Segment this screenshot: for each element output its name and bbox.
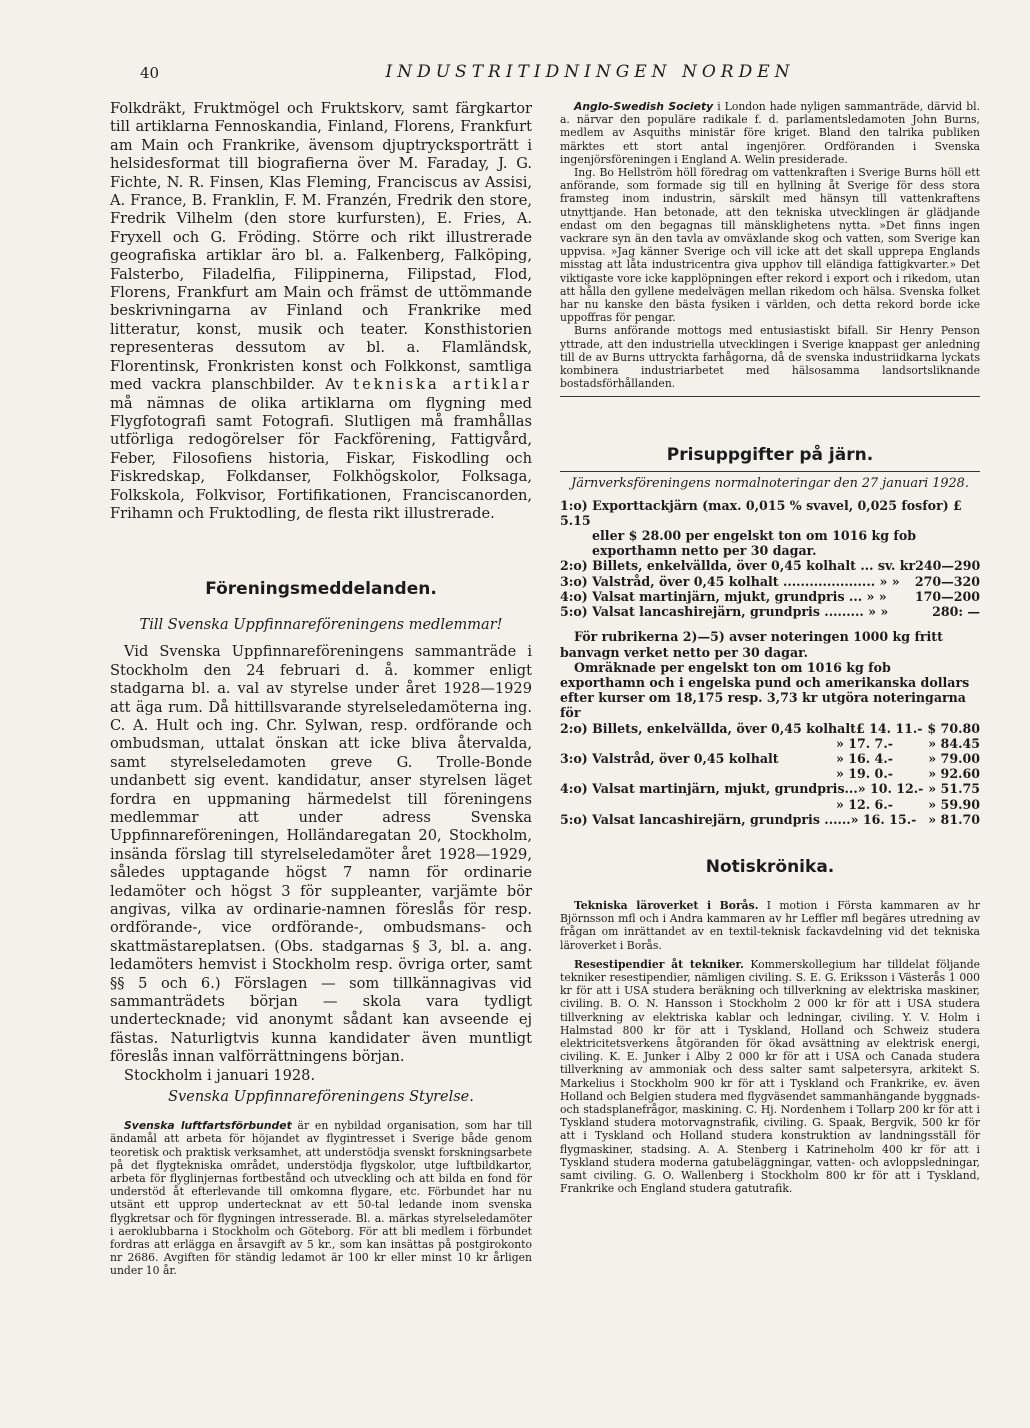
- notis-resestipendier: [560, 958, 980, 1196]
- price-row-usd: » 84.45: [928, 735, 980, 751]
- anglo-body-2: Ing. Bo Hellström höll föredrag om vattenkraften i Sverige Burns höll ett anförande, som formade sig till en hyllning åt Sverige för dess stora framsteg inom industrin, särskilt med hänsyn till vattenkraftens utnyttjande. Han betonade, att den tekniska utvecklingen är glädjande endast om den begagnas till mänsklighetens nytta. »Det finns ingen vackrare syn än den tavla av omväxlande skog och vatten, som Sverige kan uppvisa. »Jag känner Sverige och vill icke att det skall upprepa Englands misstag att låta industricentra giva upphov till eländiga fattigkvarter.» Det viktigaste vore icke kapplöpningen efter rekord i export och i rikedom, utan att hålla den gyllene medelvägen mellan rikedom och hälsa. Svenska folket har nu kanske den bästa fysiken i världen, och detta rekord borde icke uppoffras för pengar.: [560, 166, 980, 325]
- anglo-body-1: i London hade nyligen sammanträde, därvid bl. a. närvar den populäre radikale f. d. parlamentsledamoten John Burns, medlem av Asquiths ministär före kriget. Bland den talrika publiken märktes ett stort antal ingenjörer. Ordföranden i Svenska ingenjörsföreningen i England A. Welin presiderade.: [560, 100, 981, 166]
- price-row: [560, 558, 980, 573]
- price-row-label: 5:o) Valsat lancashirejärn, grundpris ......... » »: [560, 604, 889, 620]
- encyclopedia-text-av: Av: [325, 376, 344, 394]
- price-row-value: 280: —: [932, 604, 980, 620]
- price-row-gbp: » 19. 0.-: [836, 766, 893, 782]
- anglo-lead: Anglo-Swedish Society: [574, 100, 714, 113]
- encyclopedia-text: Folkdräkt, Fruktmögel och Fruktskorv, samt färgkartor till artiklarna Fennoskandia, Finland, Florens, Frankfurt am Main och Frankrike, ävensom djuptrycksporträtt i helsidesformat till biografierna över M. Faraday, J. G. Fichte, N. R. Finsen, Klas Fleming, Franciscus av Assisi, A. France, B. Franklin, F. M. Franzén, Fredrik den store, Fredrik Vilhelm (den store kurfursten), E. Fries, A. Fryxell och G. Fröding. Större och rikt illustrerade geografiska artiklar äro bl. a. Falkenberg, Falköping, Falsterbo, Filadelfia, Filippinerna, Filipstad, Flod, Florens, Frankfurt am Main och främst de uttömmande beskrivningarna av Finland och Frankrike med litteratur, konst, musik och teater. Konsthistorien representeras dessutom av bl. a. Flamländsk, Florentinsk, Fronkristen konst och Folkkonst, samtliga med vackra planschbilder.: [110, 100, 532, 394]
- section-title-notiskronika: Notiskrönika.: [705, 856, 835, 877]
- price-item-1b: eller $ 28.00 per engelskt ton om 1016 kg fob exporthamn netto per 30 dagar.: [592, 528, 917, 559]
- price-row-usd: $ 70.80: [927, 720, 980, 736]
- price-row-converted-label: 5:o) Valsat lancashirejärn, grundpris ......: [560, 811, 851, 827]
- price-row-converted-label: 3:o) Valstråd, över 0,45 kolhalt: [560, 750, 779, 766]
- price-row-converted: [560, 736, 980, 751]
- price-row-converted-label: [560, 736, 836, 751]
- price-item-1a: 1:o) Exporttackjärn (max. 0,015 % svavel, 0,025 fosfor) £ 5.15: [560, 497, 962, 528]
- running-head: [110, 62, 940, 88]
- notice-subtitle: Till Svenska Uppfinnareföreningens medlemmar!: [139, 617, 503, 634]
- price-row-usd: » 81.70: [928, 811, 980, 827]
- price-row-converted: [560, 721, 980, 736]
- right-column: [560, 100, 980, 1390]
- price-row-converted: [560, 797, 980, 812]
- price-row-gbp: £ 14. 11.-: [855, 720, 923, 736]
- notis-boras-lead: Tekniska läroverket i Borås.: [574, 898, 759, 912]
- prices-subtitle: Järnverksföreningens normalnoteringar den 27 januari 1928.: [571, 476, 969, 492]
- price-note-2: Omräknade per engelskt ton om 1016 kg fob exporthamn och i engelska pund och amerikanska dollars efter kurser om 18,175 resp. 3,73 kr utgöra noteringarna för: [560, 659, 970, 721]
- price-row-gbp: » 16. 4.-: [836, 750, 893, 766]
- price-row: [560, 574, 980, 589]
- price-table-sek: [560, 558, 980, 619]
- anglo-body-3: Burns anförande mottogs med entusiastiskt bifall. Sir Henry Penson yttrade, att den industriella utvecklingen i Sverige knappast ger anledning till de av Burns uttryckta farhågorna, då de svenska industriidkarna lyckats kombinera industriarbetet med hälsosamma landsortsliknande bostadsförhållanden.: [560, 324, 980, 391]
- price-row-converted-label: 4:o) Valsat martinjärn, mjukt, grundpris...: [560, 781, 858, 797]
- price-row-gbp: » 12. 6.-: [836, 796, 893, 812]
- price-row-usd: » 79.00: [928, 750, 980, 766]
- section-title-foreningsmeddelanden: Föreningsmeddelanden.: [205, 579, 437, 600]
- notis-boras: [560, 899, 980, 952]
- price-row-label: 4:o) Valsat martinjärn, mjukt, grundpris ... » »: [560, 588, 887, 604]
- left-column: [110, 100, 532, 1390]
- price-row: [560, 604, 980, 619]
- notis-boras-body: I motion i Första kammaren av hr Björnsson mfl och i Andra kammaren av hr Leffler mfl begäres utredning av frågan om inrättandet av en textil-teknisk fackavdelning vid det tekniska läroverket i Borås.: [560, 898, 980, 952]
- price-note-1: För rubrikerna 2)—5) avser noteringen 1000 kg fritt banvagn verket netto per 30 dagar.: [560, 629, 943, 660]
- journal-title: INDUSTRITIDNINGEN NORDEN: [385, 62, 795, 82]
- price-row-converted: [560, 751, 980, 766]
- luftfart-paragraph: [110, 1119, 532, 1277]
- price-row-gbp: » 10. 12.-: [857, 781, 924, 797]
- notis-resestipendier-body: Kommerskollegium har tilldelat följande tekniker resestipendier, nämligen civiling. S. E. G. Eriksson i Västerås 1 000 kr för att i USA studera beräkning och tillverkning av elektriska maskiner, civiling. B. O. N. Hansson i Stockholm 2 000 kr för att i USA studera tillverkning av elektriska kablar och ledningar, civiling. Y. V. Holm i Halmstad 800 kr för att i Tyskland, Holland och Schweiz studera elektricitetsverkens åtgöranden för ökad avsättning av elektrisk energi, civiling. K. E. Junker i Alby 2 000 kr för att i USA och Canada studera tillverkning av ammoniak och dess salter samt salpetersyra, arkitekt S. Markelius i Stockholm 900 kr för att i Tyskland och Frankrike, ev. även Holland och Belgien studera med flygväsendet sammanhängande byggnads- och stadsplanefrågor, maskining. C. Hj. Nordenhem i Tollarp 200 kr för att i Tyskland studera motorvagnstrafik, civiling. G. Spaak, Bergvik, 500 kr för att i Tyskland och Holland studera konstruktion av landningsställ för flygmaskiner, stadsing. A. A. Stenberg i Katrineholm 400 kr för att i Tyskland studera moderna gatubeläggningar, vatten- och avloppsledningar, samt civiling. G. O. Wallenberg i Stockholm 800 kr för att i Tyskland, Frankrike och England studera gatutrafik.: [560, 957, 980, 1196]
- price-row-converted: [560, 766, 980, 781]
- luftfart-lead: Svenska luftfartsförbundet: [124, 1119, 292, 1133]
- price-row-converted: [560, 781, 980, 796]
- anglo-paragraph: [560, 100, 980, 166]
- price-row-converted-label: [560, 797, 836, 812]
- notice-signature: Svenska Uppfinnareföreningens Styrelse.: [168, 1089, 474, 1106]
- price-row: [560, 589, 980, 604]
- encyclopedia-text-spaced: tekniska artiklar: [353, 376, 533, 394]
- price-row-value: 170—200: [914, 588, 980, 604]
- section-title-prisuppgifter: Prisuppgifter på järn.: [666, 445, 874, 466]
- price-row-converted: [560, 812, 980, 827]
- notis-resestipendier-lead: Resestipendier åt tekniker.: [574, 957, 744, 971]
- price-row-value: 270—320: [914, 573, 980, 589]
- price-row-gbp: » 17. 7.-: [836, 735, 893, 751]
- price-row-usd: » 92.60: [928, 766, 980, 782]
- price-row-usd: » 51.75: [928, 781, 980, 797]
- price-row-usd: » 59.90: [928, 796, 980, 812]
- price-row-gbp: » 16. 15.-: [850, 811, 917, 827]
- price-row-converted-label: [560, 766, 836, 781]
- price-table-gbp-usd: [560, 721, 980, 827]
- price-row-converted-label: 2:o) Billets, enkelvällda, över 0,45 kolhalt: [560, 720, 856, 736]
- price-row-label: 2:o) Billets, enkelvällda, över 0,45 kolhalt ... sv. kr: [560, 558, 916, 574]
- price-row-label: 3:o) Valstråd, över 0,45 kolhalt ..................... » »: [560, 573, 900, 589]
- page-number: 40: [140, 64, 160, 82]
- price-row-value: 240—290: [915, 558, 981, 574]
- encyclopedia-paragraph: [110, 100, 532, 523]
- luftfart-body: är en nybildad organisation, som har till ändamål att arbeta för höjandet av flygintresset i Sverige både genom teoretisk och praktisk verksamhet, att understödja svenskt forskningsarbete på det flygtekniska området, understödja flygskolor, utge luftbildkartor, arbeta för flyglinjernas fortbestånd och utveckling och att bilda en fond för understöd åt efterlevande till omkomna flygare, etc. Förbundet har nu utsänt ett upprop undertecknat av ett 50-tal ledande inom svenska flygkretsar och för flygningen intresserade. Bl. a. märkas styrelseledamöter i aeroklubbarna i Stockholm och Göteborg. För att bli medlem i förbundet fordras att erlägga en årsavgift av 5 kr., som kan insättas på postgirokonto nr 2686. Avgiften för ständig ledamot är 100 kr eller minst 10 kr årligen under 10 år.: [110, 1119, 532, 1278]
- encyclopedia-text-tail: må nämnas de olika artiklarna om flygning med Flygfotografi samt Fotografi. Slutligen må framhållas utförliga redogörelser för Fackförening, Fattigvård, Feber, Filosofiens historia, Fiskar, Fiskodling och Fiskredskap, Folkdanser, Folkhögskolor, Folksaga, Folkskola, Folkvisor, Fortifikationen, Franciscanorden, Frihamn och Fruktodling, de flesta rikt illustrerade.: [110, 394, 532, 522]
- notice-body: Vid Svenska Uppfinnareföreningens sammanträde i Stockholm den 24 februari d. å. kommer enligt stadgarna bl. a. val av styrelse under året 1928—1929 att äga rum. Då hittillsvarande styrelseledamöterna ing. C. A. Hult och ing. Chr. Sylwan, resp. ordförande och ombudsman, uttalat önskan att icke bliva återvalda, samt styrelseledamoten greve G. Trolle-Bonde undanbett sig event. kandidatur, anser styrelsen läget fordra en uppmaning härmedelst till föreningens medlemmar att under adress Svenska Uppfinnareföreningen, Holländaregatan 20, Stockholm, insända förslag till styrelseledamöter året 1928—1929, således upptagande högst 7 namn för ordinarie ledamöter och högst 3 för suppleanter, varjämte bör angivas, vilka av ordinarie-namnen föreslås för resp. ordförande-, vice ordförande-, ombudsmans- och skattmästareplatsen. (Obs. stadgarnas § 3, bl. a. ang. ledamöters hemvist i Stockholm resp. övriga orter, samt §§ 5 och 6.) Förslagen — som tillkännagivas vid sammanträdets början — skola vara tydligt undertecknade; vid anonymt sådant kan avseende ej fästas. Naturligtvis kunna kandidater även muntligt föreslås innan valförrättningens början.: [110, 643, 532, 1066]
- notice-dateline: Stockholm i januari 1928.: [124, 1066, 316, 1084]
